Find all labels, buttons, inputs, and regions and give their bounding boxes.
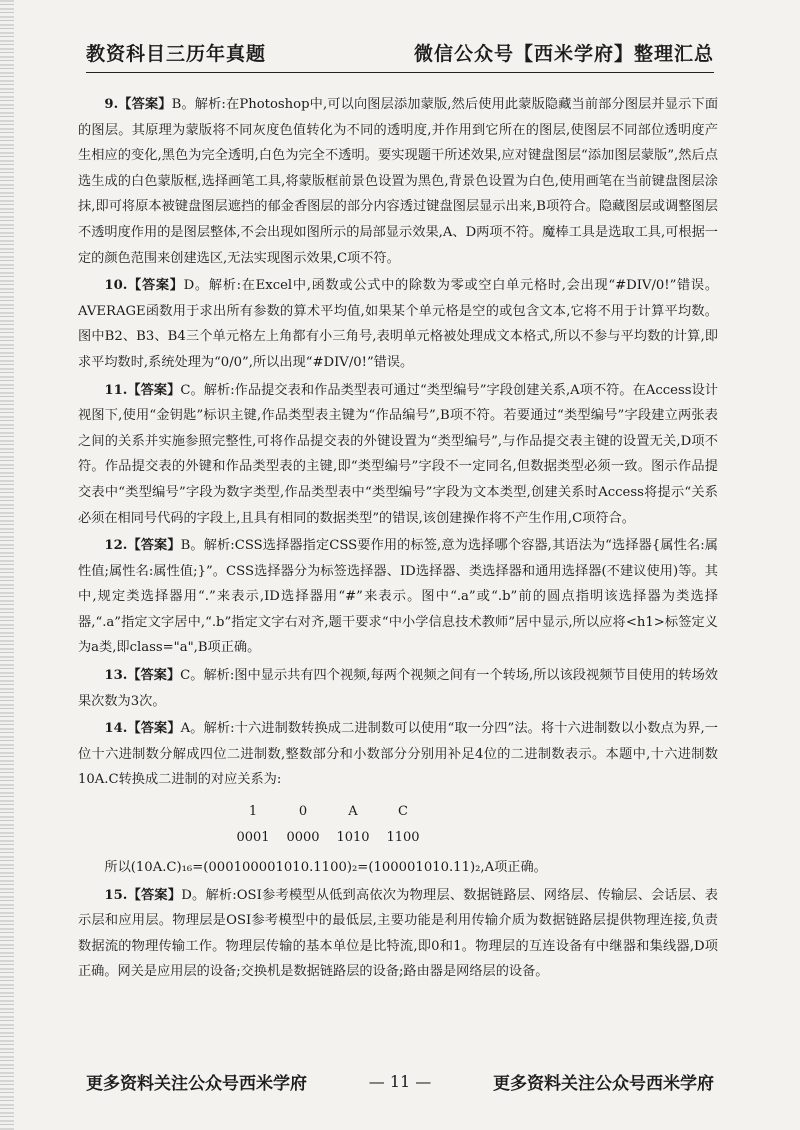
question-number: 15. — [104, 887, 128, 903]
answer-tag: 【答案】 — [118, 97, 172, 112]
page-number: — 11 — — [368, 1071, 432, 1091]
answer-tag: 【答案】 — [127, 721, 181, 737]
answer-12 — [78, 533, 718, 661]
header-divider — [86, 72, 714, 73]
answer-9 — [78, 92, 718, 271]
answer-11 — [78, 378, 718, 532]
question-number: 13. — [104, 668, 128, 684]
answer-tag: 【答案】 — [127, 382, 181, 398]
hex-digit: 1 — [248, 804, 258, 820]
answer-15 — [78, 883, 718, 985]
binary-group: 0001 — [236, 830, 270, 846]
answer-text: C。解析:图中显示共有四个视频,每两个视频之间有一个转场,所以该段视频节目使用的转场效果次数为3次。 — [78, 668, 718, 709]
binary-row — [228, 825, 718, 851]
answer-tag: 【答案】 — [127, 887, 182, 903]
question-number: 10. — [104, 278, 128, 294]
answer-text: A。解析:十六进制数转换成二进制数可以使用“取一分四”法。将十六进制数以小数点为界,一位十六进制数分解成四位二进制数,整数部分和小数部分分别用补足4位的二进制数表示。本题中,十六进制数10A.C转换成二进制的对应关系为: — [78, 721, 718, 788]
question-number: 14. — [104, 721, 128, 737]
question-number: 11. — [104, 382, 128, 398]
page-footer — [86, 1066, 714, 1096]
answer-tag: 【答案】 — [127, 538, 181, 554]
answer-content — [78, 92, 718, 987]
answer-10 — [78, 273, 718, 375]
answer-tag: 【答案】 — [127, 668, 181, 684]
scan-edge — [0, 0, 14, 1130]
page-header — [86, 34, 714, 70]
answer-13 — [78, 663, 718, 714]
header-left-title: 教资科目三历年真题 — [86, 42, 267, 65]
answer-14 — [78, 716, 718, 793]
answer-tag: 【答案】 — [127, 278, 184, 294]
hex-digit: 0 — [298, 804, 308, 820]
question-number: 9. — [104, 97, 119, 112]
header-right-title: 微信公众号【西米学府】整理汇总 — [413, 42, 714, 65]
answer-text: B。解析:CSS选择器指定CSS要作用的标签,意为选择哪个容器,其语法为“选择器{属性名:属性值;属性名:属性值;}”。CSS选择器分为标签选择器、ID选择器、类选择器和通用选择器(不建议使用)等。其中,规定类选择器用“.”来表示,ID选择器用“#”来表示。图中“.a”或“.b”前的圆点指明该选择器为类选择器,“.a”指定文字居中,“.b”指定文字右对齐,题干要求“中小学信息技术教师”居中显示,所以应将<h1>标签定义为a类,即class="a",B项正确。 — [78, 538, 718, 656]
footer-right-note: 更多资料关注公众号西米学府 — [493, 1073, 714, 1094]
answer-14-conclusion: 所以(10A.C)₁₆=(000100001010.1100)₂=(100001010.11)₂,A项正确。 — [104, 860, 547, 876]
hex-digit: C — [398, 804, 408, 820]
answer-text: D。解析:OSI参考模型从低到高依次为物理层、数据链路层、网络层、传输层、会话层、表示层和应用层。物理层是OSI参考模型中的最低层,主要功能是利用传输介质为数据链路层提供物理连接,负责数据流的物理传输工作。物理层传输的基本单位是比特流,即0和1。物理层的互连设备有中继器和集线器,D项正确。网关是应用层的设备;交换机是数据链路层的设备;路由器是网络层的设备。 — [78, 887, 718, 980]
answer-text: B。解析:在Photoshop中,可以向图层添加蒙版,然后使用此蒙版隐藏当前部分图层并显示下面的图层。其原理为蒙版将不同灰度色值转化为不同的透明度,并作用到它所在的图层,使图层不同部位透明度产生相应的变化,黑色为完全透明,白色为完全不透明。要实现题干所述效果,应对键盘图层“添加图层蒙版”,然后点选生成的白色蒙版框,选择画笔工具,将蒙版框前景色设置为黑色,背景色设置为白色,使用画笔在当前键盘图层涂抹,即可将原本被键盘图层遮挡的郁金香图层的部分内容透过键盘图层显示出来,B项符合。隐藏图层或调整图层不透明度作用的是图层整体,不会出现如图所示的局部显示效果,A、D两项不符。魔棒工具是选取工具,可根据一定的颜色范围来创建选区,无法实现图示效果,C项不符。 — [78, 97, 719, 266]
binary-group: 1010 — [336, 830, 370, 846]
question-number: 12. — [104, 538, 128, 554]
hex-binary-table — [228, 799, 718, 851]
footer-left-note: 更多资料关注公众号西米学府 — [86, 1073, 307, 1094]
hex-row — [228, 799, 718, 825]
answer-text: C。解析:作品提交表和作品类型表可通过“类型编号”字段创建关系,A项不符。在Access设计视图下,使用“金钥匙”标识主键,作品类型表主键为“作品编号”,B项不符。若要通过“类型编号”字段建立两张表之间的关系并实施参照完整性,可将作品提交表的外键设置为“类型编号”,与作品提交表主键的设置无关,D项不符。作品提交表的外键和作品类型表的主键,即“类型编号”字段不一定同名,但数据类型必须一致。图示作品提交表中“类型编号”字段为数字类型,作品类型表中“类型编号”字段为文本类型,创建关系时Access将提示“关系必须在相同号代码的字段上,且具有相同的数据类型”的错误,该创建操作将不产生作用,C项符合。 — [78, 382, 718, 526]
answer-text: D。解析:在Excel中,函数或公式中的除数为零或空白单元格时,会出现“#DIV/0!”错误。AVERAGE函数用于求出所有参数的算术平均值,如果某个单元格是空的或包含文本,它将不用于计算平均数。图中B2、B3、B4三个单元格左上角都有小三角号,表明单元格被处理成文本格式,所以不参与平均数的计算,即求平均数时,系统处理为“0/0”,所以出现“#DIV/0!”错误。 — [78, 278, 719, 370]
hex-digit: A — [348, 804, 358, 820]
binary-group: 1100 — [386, 830, 420, 846]
binary-group: 0000 — [286, 830, 320, 846]
